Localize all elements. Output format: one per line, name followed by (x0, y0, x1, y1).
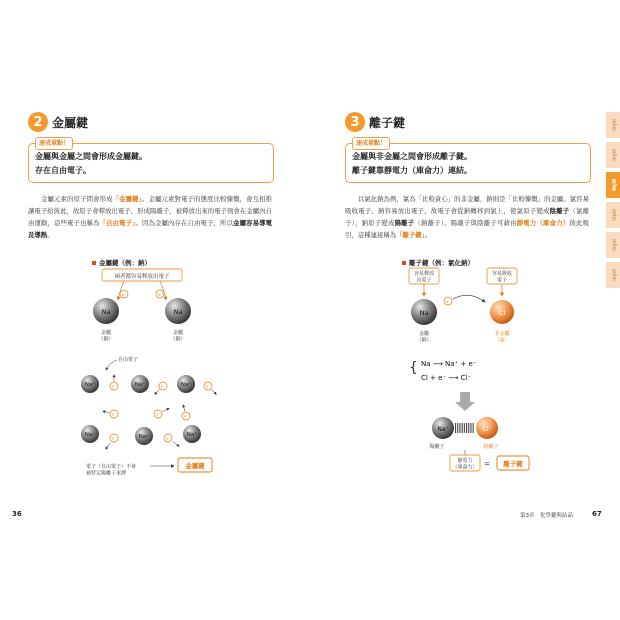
body-segment: 。金屬元素對電子的態度比較慷慨，會互相推讓電子給彼此，故原子會釋放出電子，形成陽離子，被釋放出來的電子則會在金屬內自由運動，這些電子也稱為 (28, 195, 273, 227)
body-segment: 。因為金屬內存在自由電子，所以 (135, 219, 234, 227)
body-segment: 金屬元素的原子間會形成 (41, 195, 113, 203)
body-segment: 。 (47, 231, 54, 239)
sodium-ion-label: Na⁺ (84, 382, 96, 388)
svg-text:e⁻: e⁻ (111, 384, 117, 389)
svg-text:e⁻: e⁻ (157, 293, 163, 297)
body-segment: 陽離子 (394, 219, 415, 227)
sodium-ion-label: Na⁺ (138, 434, 150, 440)
svg-text:e⁻: e⁻ (160, 384, 166, 389)
free-electron-label: 自由電子 (118, 357, 139, 363)
sodium-ion-label: Na⁺ (134, 382, 146, 388)
key-point-tag: 速成重點！ (352, 137, 390, 150)
label-releases-electrons: 兩者都容易釋放出電子 (114, 274, 170, 280)
body-paragraph-left (28, 193, 272, 241)
force-label: 靜電力（庫侖力） (452, 458, 478, 471)
section-number-3: 3 (345, 112, 365, 132)
body-segment: 靜電力（庫侖力） (516, 219, 570, 227)
equation-2: Cl + e⁻ ⟶ Cl⁻ (421, 374, 472, 382)
svg-text:e⁻: e⁻ (155, 412, 161, 417)
section-number-2: 2 (28, 112, 48, 132)
side-tab-chapter-4[interactable]: 第4章 (606, 202, 620, 228)
na-caption: 金屬（鈉） (416, 331, 432, 344)
body-segment: （鈉離子）。陽離子與陰離子可藉由 (414, 219, 517, 227)
section-title-ionic-bond: 離子鍵 (369, 116, 406, 130)
sodium-ion-label: Na⁺ (84, 432, 96, 438)
svg-text:e⁻: e⁻ (183, 414, 189, 419)
svg-text:Na⁺: Na⁺ (437, 426, 449, 433)
svg-text:Cl⁻: Cl⁻ (482, 426, 492, 433)
side-tab-chapter-2[interactable]: 第2章 (606, 142, 620, 168)
svg-text:離子鍵: 離子鍵 (503, 460, 523, 468)
svg-text:Cl: Cl (498, 309, 506, 317)
side-tab-chapter-6[interactable]: 第6章 (606, 262, 620, 288)
equation-1: Na ⟶ Na⁺ + e⁻ (421, 360, 477, 368)
body-segment: 陰離子 (549, 207, 570, 215)
body-segment: （氯離子），鈉原子變成 (345, 207, 590, 227)
svg-text:e⁻: e⁻ (165, 436, 171, 441)
svg-text:e⁻: e⁻ (111, 436, 117, 441)
body-segment: 「自由電子」 (99, 219, 136, 227)
side-tab-chapter-3[interactable]: 第3章 (606, 172, 620, 198)
chapter-label: 第3章 化學鍵與結晶 (520, 513, 573, 519)
body-segment: 金屬容易導電及導熱 (28, 219, 273, 239)
key-point-line-1: 金屬與非金屬之間會形成離子鍵。 (352, 152, 472, 161)
body-segment: 「金屬鍵」 (112, 195, 142, 203)
cl-caption: 非金屬（氯） (494, 331, 510, 344)
equals-sign: = (484, 460, 490, 468)
sodium-ion-label: Na⁺ (186, 432, 198, 438)
side-tab-chapter-1[interactable]: 第1章 (606, 112, 620, 138)
body-paragraph-right (345, 193, 589, 241)
svg-text:Na: Na (101, 308, 111, 316)
svg-text:Na: Na (419, 309, 429, 317)
figure-title-right: 離子鍵（例：氯化鈉） (402, 258, 474, 267)
side-tab-chapter-5[interactable]: 第5章 (606, 232, 620, 258)
body-segment: 。 (424, 231, 432, 239)
key-point-box-left (28, 140, 274, 183)
electrostatic-bond (455, 423, 474, 433)
svg-text:Na: Na (173, 308, 183, 316)
svg-text:e⁻: e⁻ (111, 412, 117, 417)
key-point-tag: 速成重點！ (35, 137, 73, 150)
page-number-left: 36 (12, 510, 22, 518)
anion-label: 陰離子 (483, 444, 499, 450)
atom-2-caption: 金屬（鈉） (170, 330, 186, 343)
atom-1-caption: 金屬（鈉） (98, 330, 114, 343)
label-absorbs: 容易吸收電子 (491, 271, 513, 284)
svg-text:e⁻: e⁻ (205, 384, 211, 389)
figure-title-left: 金屬鍵（例：鈉） (92, 258, 151, 267)
body-segment: 「離子鍵」 (396, 231, 425, 239)
key-point-line-2: 離子鍵靠靜電力（庫侖力）連結。 (352, 166, 472, 175)
down-arrow-icon (455, 392, 475, 411)
body-segment: 彼此吸引，這種連接稱為 (345, 219, 590, 239)
ionic-bond-figure (395, 266, 555, 481)
sodium-ion-lattice (81, 375, 201, 445)
metallic-bond-figure (60, 268, 260, 493)
key-point-line-1: 金屬與金屬之間會形成金屬鍵。 (35, 152, 147, 161)
sodium-ion-label: Na⁺ (180, 382, 192, 388)
label-releases: 容易釋放出電子 (413, 271, 435, 284)
key-point-line-2: 存在自由電子。 (35, 166, 91, 175)
equation-brace: { (409, 360, 418, 376)
section-title-metallic-bond: 金屬鍵 (52, 116, 89, 130)
svg-text:e⁻: e⁻ (121, 293, 127, 297)
svg-text:金屬鍵: 金屬鍵 (185, 462, 205, 470)
bottom-note: 電子（自由電子）不會被特定陽離子束縛 (86, 464, 137, 477)
svg-text:e⁻: e⁻ (445, 300, 451, 304)
key-point-box-right (345, 140, 591, 183)
page-number-right: 67 (592, 510, 602, 518)
body-segment: 以氯化鈉為例，氯為「比較貪心」的非金屬，鈉則是「比較慷慨」的金屬。氯容易吸收電子，鈉容易放出電子，故電子會從鈉轉移到氯上，使氯原子變成 (345, 195, 589, 215)
cation-label: 陽離子 (429, 444, 445, 450)
